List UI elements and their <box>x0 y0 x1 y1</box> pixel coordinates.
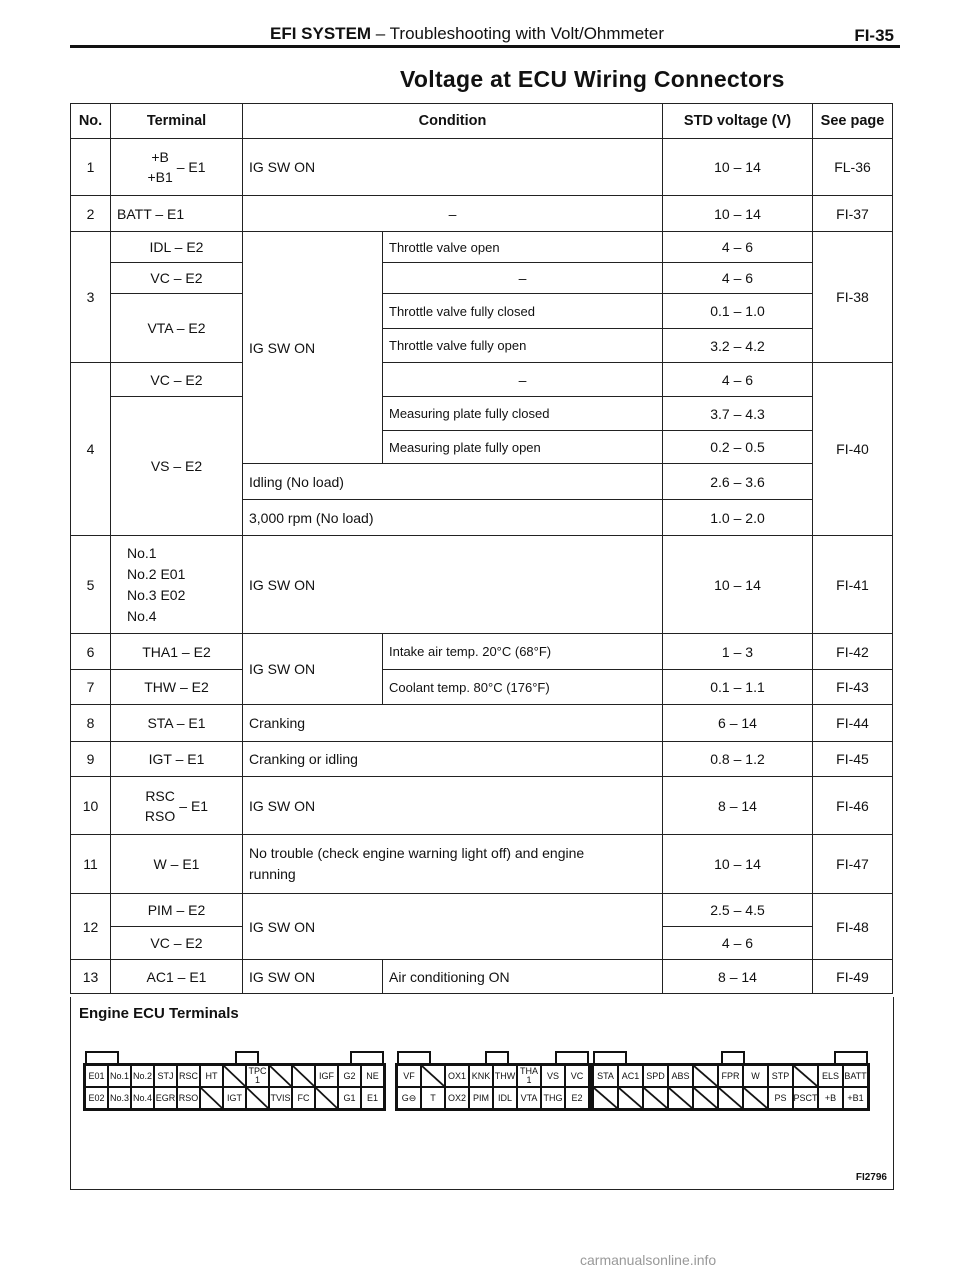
terminal-b: RSO <box>144 807 176 824</box>
terminal-pair-names <box>143 786 177 826</box>
cell-page: FI-41 <box>813 536 893 634</box>
cell-terminal <box>111 777 243 835</box>
cell-condition <box>243 835 663 894</box>
connector-pin: EGR <box>154 1087 177 1109</box>
cell-voltage: 4 – 6 <box>663 263 813 294</box>
figure-code: FI2796 <box>855 1172 887 1183</box>
connector-latch <box>350 1051 384 1063</box>
header-rule <box>70 45 900 48</box>
cell-page: FI-38 <box>813 232 893 363</box>
cell-terminal: STA – E1 <box>111 705 243 742</box>
cell-page: FI-45 <box>813 742 893 777</box>
connector-pin: STJ <box>154 1065 177 1087</box>
connector-pin-unused <box>693 1087 718 1109</box>
connector-pin: AC1 <box>618 1065 643 1087</box>
cell-page: FI-44 <box>813 705 893 742</box>
connector-pin: IGT <box>223 1087 246 1109</box>
cell-condition: – <box>383 263 663 294</box>
terminal-pair <box>143 786 210 826</box>
connector-pin-unused <box>718 1087 743 1109</box>
connector-pin: No.1 <box>108 1065 131 1087</box>
connector-pin-row-top <box>397 1065 589 1087</box>
connector-pin-unused <box>668 1087 693 1109</box>
cell-voltage: 4 – 6 <box>663 232 813 263</box>
page-number: FI-35 <box>854 26 894 45</box>
cell-no: 11 <box>71 835 111 894</box>
connector-pin-unused <box>269 1065 292 1087</box>
cell-voltage: 3.7 – 4.3 <box>663 397 813 431</box>
connector-pin-unused <box>421 1065 445 1087</box>
cell-voltage: 10 – 14 <box>663 536 813 634</box>
cell-voltage: 4 – 6 <box>663 363 813 397</box>
ecu-connector-3 <box>591 1063 870 1111</box>
cell-condition: Throttle valve fully closed <box>383 294 663 329</box>
col-header-no: No. <box>71 104 111 139</box>
connector-pin: PS <box>768 1087 793 1109</box>
cell-no: 4 <box>71 363 111 536</box>
cell-condition: Coolant temp. 80°C (176°F) <box>383 670 663 705</box>
connector-pin: THG <box>541 1087 565 1109</box>
cell-condition-main: IG SW ON <box>243 634 383 705</box>
connector-pin: FPR <box>718 1065 743 1087</box>
connector-pin-row-bottom <box>397 1087 589 1109</box>
connector-pin: TPC 1 <box>246 1065 269 1087</box>
connector-pin: FC <box>292 1087 315 1109</box>
terminal-pair-names <box>145 147 174 187</box>
connector-pin: STA <box>593 1065 618 1087</box>
cell-condition: Cranking or idling <box>243 742 663 777</box>
connector-pin: SPD <box>643 1065 668 1087</box>
cell-condition-main: IG SW ON <box>243 232 383 464</box>
cell-no: 12 <box>71 894 111 960</box>
table-row <box>71 196 893 232</box>
col-header-condition: Condition <box>243 104 663 139</box>
ecu-terminals-title: Engine ECU Terminals <box>79 1005 239 1022</box>
header-subtitle: – Troubleshooting with Volt/Ohmmeter <box>371 24 665 43</box>
connector-pin-unused <box>315 1087 338 1109</box>
table-row <box>71 705 893 742</box>
connector-pin: PIM <box>469 1087 493 1109</box>
terminal-line: No.4 <box>127 607 157 624</box>
terminal-line: No.3 E02 <box>127 586 186 603</box>
cell-page: FI-48 <box>813 894 893 960</box>
cell-voltage: 3.2 – 4.2 <box>663 329 813 363</box>
page-header <box>70 18 900 46</box>
cell-condition: IG SW ON <box>243 139 663 196</box>
cell-condition: IG SW ON <box>243 960 383 994</box>
cell-condition: 3,000 rpm (No load) <box>243 500 663 536</box>
connector-pin: NE <box>361 1065 384 1087</box>
connector-pin: E01 <box>85 1065 108 1087</box>
condition-line: No trouble (check engine warning light off) and engine <box>249 845 585 861</box>
cell-no: 9 <box>71 742 111 777</box>
connector-pin: IDL <box>493 1087 517 1109</box>
cell-condition: Air conditioning ON <box>383 960 663 994</box>
connector-pin: No.3 <box>108 1087 131 1109</box>
col-header-see-page: See page <box>813 104 893 139</box>
cell-terminal: W – E1 <box>111 835 243 894</box>
cell-no: 6 <box>71 634 111 670</box>
cell-terminal: THW – E2 <box>111 670 243 705</box>
cell-page: FI-42 <box>813 634 893 670</box>
cell-condition: IG SW ON <box>243 894 663 960</box>
cell-condition: IG SW ON <box>243 536 663 634</box>
connector-pin: No.2 <box>131 1065 154 1087</box>
cell-condition: – <box>383 363 663 397</box>
connector-pin-unused <box>793 1065 818 1087</box>
cell-condition: Throttle valve open <box>383 232 663 263</box>
cell-condition: Intake air temp. 20°C (68°F) <box>383 634 663 670</box>
cell-terminal: AC1 – E1 <box>111 960 243 994</box>
connector-pin: G2 <box>338 1065 361 1087</box>
cell-no: 8 <box>71 705 111 742</box>
col-header-terminal: Terminal <box>111 104 243 139</box>
terminal-line: No.1 <box>127 544 157 561</box>
cell-terminal: PIM – E2 <box>111 894 243 927</box>
connector-pin: E02 <box>85 1087 108 1109</box>
cell-voltage: 10 – 14 <box>663 196 813 232</box>
cell-terminal: VS – E2 <box>111 397 243 536</box>
table-row <box>71 363 893 397</box>
cell-terminal: BATT – E1 <box>111 196 243 232</box>
connector-pin: BATT <box>843 1065 868 1087</box>
cell-terminal <box>111 536 243 634</box>
cell-voltage: 0.8 – 1.2 <box>663 742 813 777</box>
connector-pin: KNK <box>469 1065 493 1087</box>
ecu-terminals-panel <box>70 997 894 1190</box>
watermark: carmanualsonline.info <box>580 1252 717 1268</box>
cell-page: FI-46 <box>813 777 893 835</box>
terminal-a: +B <box>151 149 169 165</box>
cell-no: 13 <box>71 960 111 994</box>
connector-key <box>235 1051 259 1063</box>
table-row <box>71 536 893 634</box>
table-row <box>71 139 893 196</box>
connector-pin-unused <box>292 1065 315 1087</box>
connector-pin: OX1 <box>445 1065 469 1087</box>
connector-pin: E2 <box>565 1087 589 1109</box>
connector-pin: W <box>743 1065 768 1087</box>
connector-pin: TVIS <box>269 1087 292 1109</box>
connector-pin: G1 <box>338 1087 361 1109</box>
connector-pin-unused <box>223 1065 246 1087</box>
cell-terminal <box>111 139 243 196</box>
connector-pin-unused <box>246 1087 269 1109</box>
connector-pin: OX2 <box>445 1087 469 1109</box>
cell-terminal: IGT – E1 <box>111 742 243 777</box>
table-row <box>71 777 893 835</box>
cell-condition: Idling (No load) <box>243 464 663 500</box>
connector-latch <box>834 1051 868 1063</box>
connector-pin: E1 <box>361 1087 384 1109</box>
cell-voltage: 0.1 – 1.0 <box>663 294 813 329</box>
terminal-ground: – E1 <box>176 159 206 175</box>
cell-voltage: 8 – 14 <box>663 960 813 994</box>
table-row <box>71 634 893 670</box>
connector-pin-unused <box>643 1087 668 1109</box>
connector-pin: G⊖ <box>397 1087 421 1109</box>
connector-pin: No.4 <box>131 1087 154 1109</box>
cell-condition: Throttle valve fully open <box>383 329 663 363</box>
connector-pin-row-bottom <box>593 1087 868 1109</box>
header-section: EFI SYSTEM <box>270 24 372 43</box>
connector-pin: THW <box>493 1065 517 1087</box>
table-row <box>71 294 893 329</box>
connector-pin: RSC <box>177 1065 200 1087</box>
connector-pin: T <box>421 1087 445 1109</box>
cell-no: 7 <box>71 670 111 705</box>
cell-terminal: VC – E2 <box>111 263 243 294</box>
connector-pin-row-top <box>593 1065 868 1087</box>
connector-pin-row-top <box>85 1065 384 1087</box>
cell-voltage: 6 – 14 <box>663 705 813 742</box>
connector-pin: VC <box>565 1065 589 1087</box>
table-row <box>71 263 893 294</box>
table-row <box>71 742 893 777</box>
connector-pin: VF <box>397 1065 421 1087</box>
connector-pin-unused <box>693 1065 718 1087</box>
cell-voltage: 1.0 – 2.0 <box>663 500 813 536</box>
cell-voltage: 10 – 14 <box>663 835 813 894</box>
connector-pin: +B1 <box>843 1087 868 1109</box>
table-row <box>71 960 893 994</box>
cell-page: FI-47 <box>813 835 893 894</box>
condition-line: running <box>249 866 296 882</box>
connector-pin: +B <box>818 1087 843 1109</box>
connector-pin: RSO <box>177 1087 200 1109</box>
connector-pin: ABS <box>668 1065 693 1087</box>
cell-no: 1 <box>71 139 111 196</box>
cell-voltage: 0.1 – 1.1 <box>663 670 813 705</box>
cell-page: FI-43 <box>813 670 893 705</box>
cell-condition: IG SW ON <box>243 777 663 835</box>
cell-page: FI-37 <box>813 196 893 232</box>
cell-condition: – <box>243 196 663 232</box>
cell-voltage: 0.2 – 0.5 <box>663 431 813 464</box>
cell-voltage: 8 – 14 <box>663 777 813 835</box>
terminal-pair <box>145 147 207 187</box>
cell-page: FI-49 <box>813 960 893 994</box>
table-row <box>71 397 893 431</box>
table-row <box>71 670 893 705</box>
connector-pin: STP <box>768 1065 793 1087</box>
cell-no: 3 <box>71 232 111 363</box>
cell-voltage: 10 – 14 <box>663 139 813 196</box>
cell-no: 5 <box>71 536 111 634</box>
connector-key <box>721 1051 745 1063</box>
cell-terminal: VC – E2 <box>111 363 243 397</box>
cell-voltage: 1 – 3 <box>663 634 813 670</box>
connector-pin-unused <box>200 1087 223 1109</box>
connector-pin-unused <box>743 1087 768 1109</box>
cell-page: FI-40 <box>813 363 893 536</box>
ecu-connector-1 <box>83 1063 386 1111</box>
terminal-line: No.2 E01 <box>127 565 186 582</box>
connector-latch <box>593 1051 627 1063</box>
table-row <box>71 894 893 927</box>
connector-key <box>485 1051 509 1063</box>
cell-terminal: VC – E2 <box>111 927 243 960</box>
document-title: Voltage at ECU Wiring Connectors <box>400 66 785 92</box>
cell-terminal: VTA – E2 <box>111 294 243 363</box>
connector-pin-unused <box>593 1087 618 1109</box>
connector-pin: ELS <box>818 1065 843 1087</box>
connector-latch <box>555 1051 589 1063</box>
table-row <box>71 232 893 263</box>
connector-pin: PSCT <box>793 1087 818 1109</box>
voltage-table <box>70 103 892 994</box>
connector-pin-row-bottom <box>85 1087 384 1109</box>
connector-latch <box>397 1051 431 1063</box>
table-header-row <box>71 104 893 139</box>
cell-condition: Measuring plate fully closed <box>383 397 663 431</box>
cell-page: FL-36 <box>813 139 893 196</box>
terminal-b: +B1 <box>147 169 173 185</box>
cell-terminal: THA1 – E2 <box>111 634 243 670</box>
cell-terminal: IDL – E2 <box>111 232 243 263</box>
cell-condition: Measuring plate fully open <box>383 431 663 464</box>
terminal-a: RSC <box>145 787 175 804</box>
connector-pin: HT <box>200 1065 223 1087</box>
header-title <box>270 24 664 44</box>
cell-no: 10 <box>71 777 111 835</box>
col-header-std-voltage: STD voltage (V) <box>663 104 813 139</box>
connector-pin-unused <box>618 1087 643 1109</box>
connector-pin: VS <box>541 1065 565 1087</box>
cell-no: 2 <box>71 196 111 232</box>
table-row <box>71 835 893 894</box>
cell-voltage: 2.6 – 3.6 <box>663 464 813 500</box>
connector-pin: THA 1 <box>517 1065 541 1087</box>
terminal-ground: – E1 <box>179 797 209 814</box>
connector-pin: IGF <box>315 1065 338 1087</box>
ecu-connector-2 <box>395 1063 591 1111</box>
cell-voltage: 2.5 – 4.5 <box>663 894 813 927</box>
connector-pin: VTA <box>517 1087 541 1109</box>
connector-latch <box>85 1051 119 1063</box>
cell-condition: Cranking <box>243 705 663 742</box>
cell-voltage: 4 – 6 <box>663 927 813 960</box>
